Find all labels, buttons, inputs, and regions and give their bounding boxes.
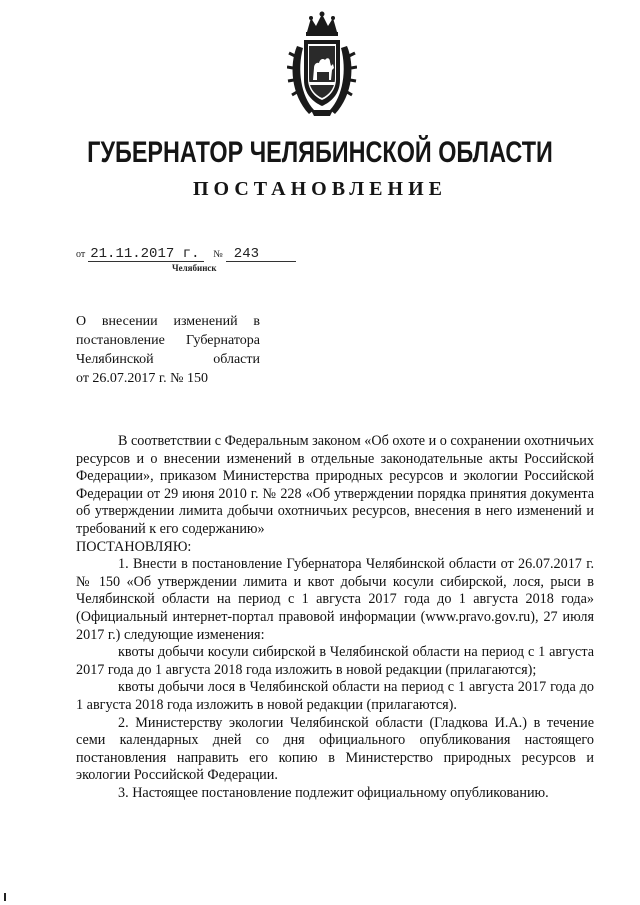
government-title: ГУБЕРНАТОР ЧЕЛЯБИНСКОЙ ОБЛАСТИ <box>87 136 553 169</box>
chelyabinsk-coat-of-arms-icon <box>287 10 357 122</box>
number-prefix: № <box>213 249 223 260</box>
document-date: 21.11.2017 г. <box>88 247 204 262</box>
document-number: 243 <box>226 247 296 262</box>
item-1b-paragraph: квоты добычи лося в Челябинской области на период с 1 августа 2017 года до 1 августа 2018 года изложить в новой редакции (прилагаются). <box>76 679 594 713</box>
scan-margin-mark <box>4 893 6 901</box>
subject-line: О внесении изменений в <box>76 314 260 329</box>
registration-line <box>76 246 296 262</box>
resolve-word: ПОСТАНОВЛЯЮ: <box>76 538 192 555</box>
subject-line: Челябинской области <box>76 352 260 367</box>
preamble-paragraph: В соответствии с Федеральным законом «Об охоте и о сохранении охотничьих ресурсов и о внесении изменений в отдельные законодательные акты Российской Федерации», приказом Министерства природных ресурсов и экологии Российской Федерации от 29 июня 2010 г. № 228 «Об утверждении порядка принятия документа об утверждении лимита добычи охотничьих ресурсов, внесения в него изменений и требований к его содержанию» <box>76 433 594 537</box>
item-1a-paragraph: квоты добычи косули сибирской в Челябинской области на период с 1 августа 2017 года до 1 августа 2018 года изложить в новой редакции (прилагаются); <box>76 644 594 678</box>
document-type-heading: ПОСТАНОВЛЕНИЕ <box>193 178 447 200</box>
date-prefix: от <box>76 249 86 260</box>
item-1-paragraph: 1. Внести в постановление Губернатора Челябинской области от 26.07.2017 г. № 150 «Об утверждении лимита и квот добычи косули сибирской, лося, рыси в Челябинской области на период с 1 августа 2017 года до 1 августа 2018 года» (Официальный интернет-портал правовой информации (www.pravo.gov.ru), 27 июля 2017 г.) следующие изменения: <box>76 556 594 643</box>
subject-line: от 26.07.2017 г. № 150 <box>76 371 208 386</box>
item-3-paragraph: 3. Настоящее постановление подлежит официальному опубликованию. <box>118 784 549 801</box>
document-body <box>76 433 594 802</box>
city-label: Челябинск <box>172 263 217 273</box>
subject-line: постановление Губернатора <box>76 333 260 348</box>
document-subject <box>76 312 260 388</box>
item-2-paragraph: 2. Министерству экологии Челябинской области (Гладкова И.А.) в течение семи календарных дней со дня официального опубликования настоящего постановления направить его копию в Министерство природных ресурсов и экологии Российской Федерации. <box>76 714 594 784</box>
